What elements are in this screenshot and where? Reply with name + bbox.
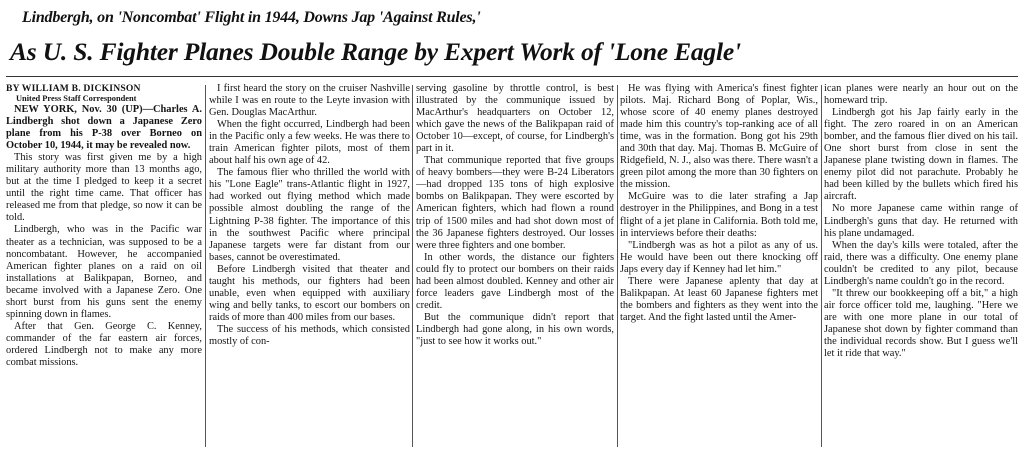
byline-author: BY WILLIAM B. DICKINSON xyxy=(6,83,141,94)
paragraph: The famous flier who thrilled the world with his "Lone Eagle" trans-Atlantic flight in 1927, had worked out flying method which made possible almost doubling the range of the Lightning P-38 fighter. The importance of this in the southwest Pacific where principal Japanese targets were far distant from our bases, cannot be overestimated. xyxy=(209,167,410,263)
paragraph: NEW YORK, Nov. 30 (UP)—Charles A. Lindbergh shot down a Japanese Zero plane from his P-38 over Borneo on October 10, 1944, it may be revealed now. xyxy=(6,104,202,152)
paragraph: That communique reported that five groups of heavy bombers—they were B-24 Liberators—had dropped 135 tons of high explosive bombs on Balikpapan. They were escorted by American fighters, which had flown a round trip of 1500 miles and had shot down most of the 36 Japanese fighters destroyed. Our losses were three fighters and one bomber. xyxy=(416,155,614,251)
paragraph: "It threw our bookkeeping off a bit," a high air force officer told me, laughing. "Here we are with one more plane in our total of Japanese shot down by fighter command than the individual records show. But I guess we'll let it ride that way." xyxy=(824,287,1018,360)
paragraph: Before Lindbergh visited that theater and taught his methods, our fighters had been unable, even when equipped with auxiliary wing and belly tanks, to escort our bombers on raids of more than 400 miles from our bases. xyxy=(209,263,410,323)
paragraph: ican planes were nearly an hour out on the homeward trip. xyxy=(824,83,1018,107)
paragraph: There were Japanese aplenty that day at Balikpapan. At least 60 Japanese fighters met the bombers and fighters as they went into the target. And the fight lasted until the Amer- xyxy=(620,275,818,323)
paragraph: No more Japanese came within range of Lindbergh's guns that day. He returned with his plane undamaged. xyxy=(824,203,1018,239)
paragraph: "Lindbergh was as hot a pilot as any of us. He would have been out there knocking off Japs every day if Kenney had let him." xyxy=(620,239,818,275)
headline-line-2: As U. S. Fighter Planes Double Range by Expert Work of 'Lone Eagle' xyxy=(10,37,741,66)
paragraph: After that Gen. George C. Kenney, commander of the far eastern air forces, ordered Lindbergh not to make any more combat missions. xyxy=(6,320,202,368)
headline-line-1: Lindbergh, on 'Noncombat' Flight in 1944, Downs Jap 'Against Rules,' xyxy=(22,9,481,26)
paragraph: I first heard the story on the cruiser Nashville while I was en route to the Leyte invasion with Gen. Douglas MacArthur. xyxy=(209,83,410,119)
paragraph: He was flying with America's finest fighter pilots. Maj. Richard Bong of Poplar, Wis., whose score of 40 enemy planes destroyed made him this country's top-ranking ace of all time, was in the formation. Bong got his 29th and 30th that day. Maj. Thomas B. McGuire of Ridgefield, N. J., also was there. There wasn't a green pilot among the more than 30 fighters on the mission. xyxy=(620,83,818,191)
paragraph: serving gasoline by throttle control, is best illustrated by the communique issued by MacArthur's headquarters on October 12, which gave the news of the Balikpapan raid of October 10—except, of course, for Lindbergh's part in it. xyxy=(416,83,614,155)
paragraph: But the communique didn't report that Lindbergh had gone along, in his own words, "just to see how it works out." xyxy=(416,311,614,347)
article-body xyxy=(6,83,1020,451)
column-1 xyxy=(6,83,202,449)
column-divider xyxy=(205,85,206,447)
column-divider xyxy=(821,85,822,447)
paragraph: Lindbergh got his Jap fairly early in the fight. The zero roared in on an American bomber, and the famous flier dived on his tail. One short burst from close in sent the Japanese plane twisting down in flames. The enemy pilot did not parachute. Probably he had been killed by the bullets which fired his aircraft. xyxy=(824,107,1018,203)
paragraph: When the fight occurred, Lindbergh had been in the Pacific only a few weeks. He was there to train American fighter pilots, most of them about half his own age of 42. xyxy=(209,119,410,167)
column-4 xyxy=(620,83,818,449)
paragraph: In other words, the distance our fighters could fly to protect our bombers on their raids had been almost doubled. Kenney and other air force leaders gave Lindbergh most of the credit. xyxy=(416,251,614,311)
paragraph: This story was first given me by a high military authority more than 13 months ago, but at the time I pledged to keep it a secret until the right time came. That officer has released me from that pledge, so now it can be told. xyxy=(6,152,202,224)
paragraph: Lindbergh, who was in the Pacific war theater as a technician, was supposed to be a noncombatant. However, he accompanied American fighter planes on a raid on oil installations at Balikpapan, Borneo, and became involved with a Japanese Zero. One short burst from his guns sent the enemy spinning down in flames. xyxy=(6,224,202,320)
paragraph: The success of his methods, which consisted mostly of con- xyxy=(209,323,410,347)
column-2 xyxy=(209,83,410,449)
column-5 xyxy=(824,83,1018,449)
column-divider xyxy=(617,85,618,447)
column-divider xyxy=(412,85,413,447)
byline-credit: United Press Staff Correspondent xyxy=(16,94,137,103)
column-3 xyxy=(416,83,614,449)
paragraph: When the day's kills were totaled, after the raid, there was a difficulty. One enemy plane couldn't be credited to any pilot, because Lindbergh's name couldn't go in the record. xyxy=(824,239,1018,287)
paragraph: McGuire was to die later strafing a Jap destroyer in the Philippines, and Bong in a test flight of a jet plane in California. Both told me, in interviews before their deaths: xyxy=(620,191,818,239)
headline-rule xyxy=(6,76,1018,77)
